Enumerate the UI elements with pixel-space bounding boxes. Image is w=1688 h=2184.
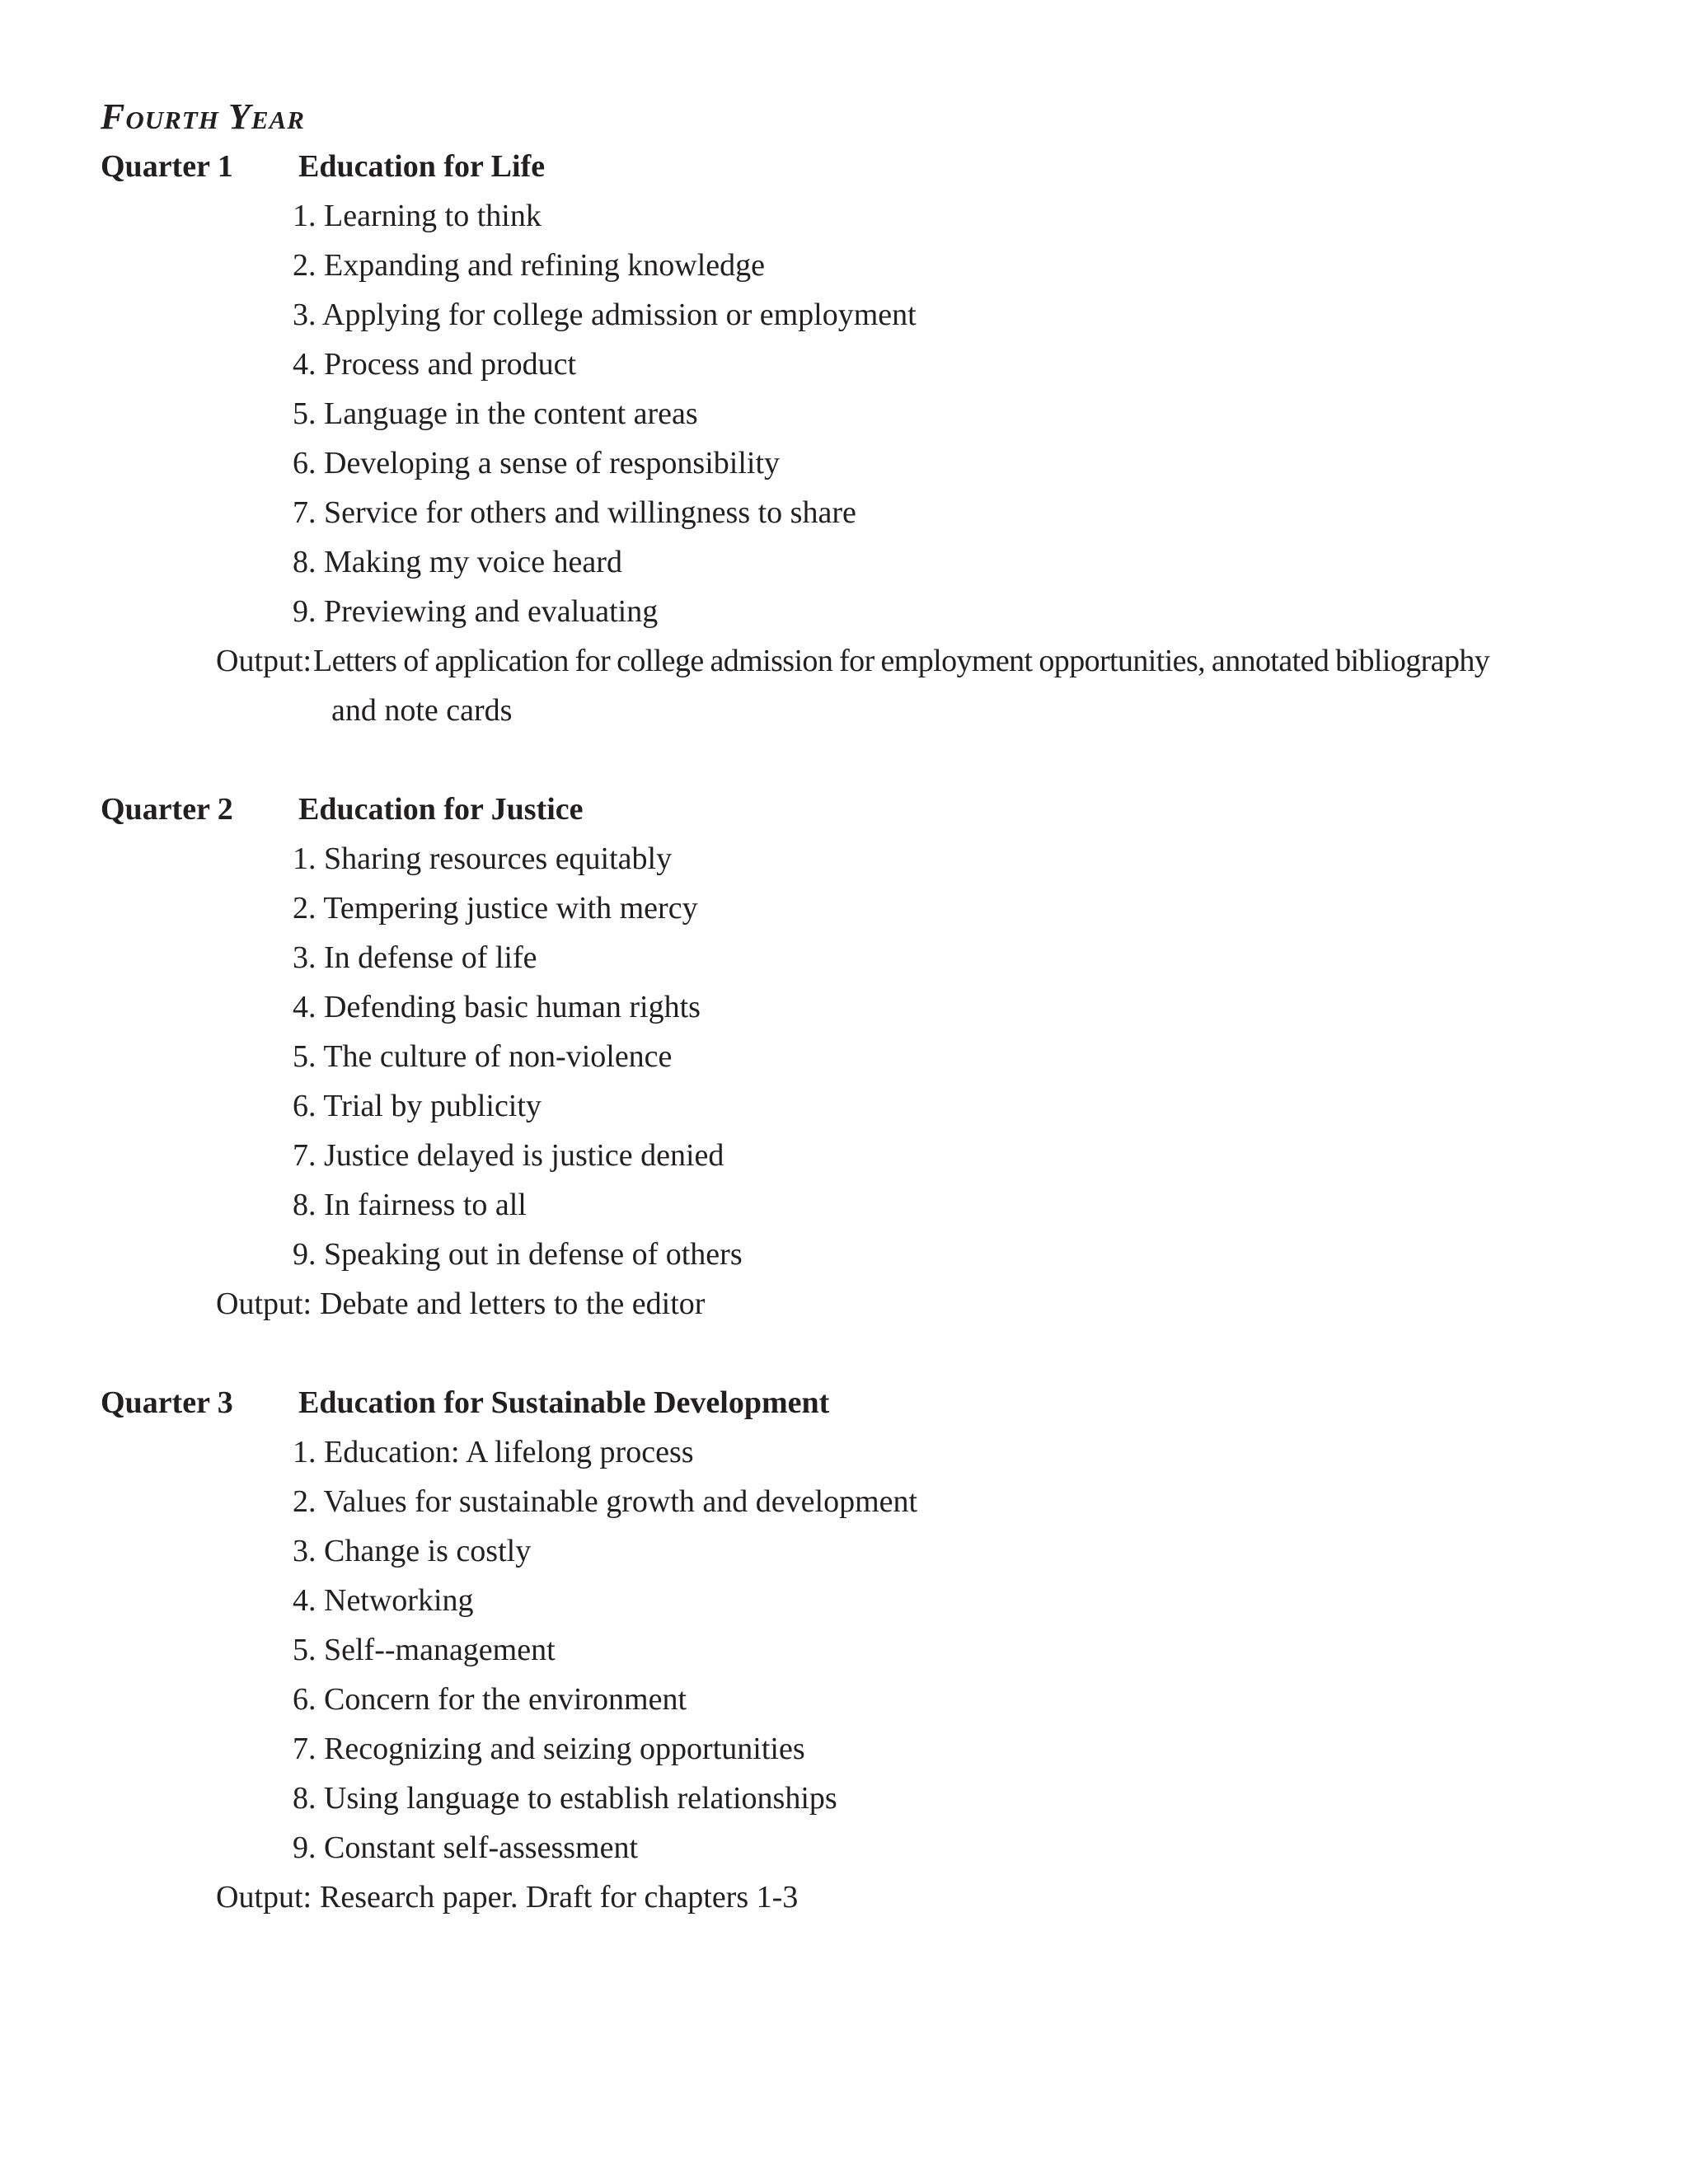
output-label: Output: [216, 1880, 312, 1915]
topic-item: 3. In defense of life [293, 940, 537, 975]
topic-item: 4. Defending basic human rights [293, 990, 701, 1024]
topic-item: 2. Expanding and refining knowledge [293, 248, 766, 283]
topic-item: 9. Previewing and evaluating [293, 594, 659, 629]
quarter-title: Education for Sustainable Development [298, 1385, 830, 1420]
quarter-output [101, 1279, 1601, 1329]
quarter-2-section [101, 785, 1601, 1329]
topic-item: 6. Trial by publicity [293, 1089, 542, 1123]
quarter-title: Education for Life [298, 149, 546, 184]
quarter-label: Quarter 2 [101, 792, 233, 827]
topic-item: 7. Recognizing and seizing opportunities [293, 1732, 805, 1766]
quarter-header [101, 785, 1601, 834]
output-text-line-1: Research paper. Draft for chapters 1-3 [320, 1880, 799, 1915]
topic-item: 5. Language in the content areas [293, 396, 698, 431]
topic-item: 9. Constant self-assessment [293, 1830, 639, 1865]
page-heading: Fourth Year [101, 96, 305, 137]
topic-item: 4. Networking [293, 1583, 474, 1618]
quarter-header [101, 1378, 1601, 1427]
topic-list [101, 834, 1601, 1279]
output-label: Output: [216, 644, 312, 678]
quarter-title: Education for Justice [298, 792, 584, 827]
topic-item: 8. Making my voice heard [293, 545, 622, 579]
topic-item: 1. Sharing resources equitably [293, 841, 673, 876]
topic-item: 2. Tempering justice with mercy [293, 891, 698, 926]
topic-item: 7. Service for others and willingness to share [293, 495, 856, 530]
topic-item: 4. Process and product [293, 347, 577, 382]
quarter-label: Quarter 3 [101, 1385, 233, 1420]
quarter-1-section [101, 142, 1601, 735]
topic-item: 7. Justice delayed is justice denied [293, 1138, 724, 1173]
topic-item: 6. Concern for the environment [293, 1682, 687, 1717]
topic-item: 6. Developing a sense of responsibility [293, 446, 781, 480]
topic-item: 1. Learning to think [293, 199, 542, 233]
topic-item: 2. Values for sustainable growth and development [293, 1484, 918, 1519]
topic-list [101, 1427, 1601, 1872]
quarter-output [101, 636, 1601, 735]
quarter-output [101, 1872, 1601, 1922]
topic-item: 3. Applying for college admission or employment [293, 298, 917, 332]
topic-item: 1. Education: A lifelong process [293, 1435, 694, 1469]
quarter-label: Quarter 1 [101, 149, 233, 184]
topic-item: 9. Speaking out in defense of others [293, 1237, 743, 1272]
output-label: Output: [216, 1286, 312, 1321]
topic-item: 8. Using language to establish relationships [293, 1781, 837, 1816]
topic-item: 5. The culture of non-violence [293, 1039, 673, 1074]
output-text-line-1: Debate and letters to the editor [320, 1286, 706, 1321]
topic-item: 8. In fairness to all [293, 1188, 527, 1222]
quarter-3-section [101, 1378, 1601, 1922]
output-text-line-1: Letters of application for college admission for employment opportunities, annotated bibliography [313, 644, 1490, 678]
topic-item: 5. Self--management [293, 1633, 556, 1667]
quarter-header [101, 142, 1601, 191]
output-text-line-2: and note cards [331, 693, 513, 728]
topic-list [101, 191, 1601, 636]
topic-item: 3. Change is costly [293, 1534, 532, 1568]
